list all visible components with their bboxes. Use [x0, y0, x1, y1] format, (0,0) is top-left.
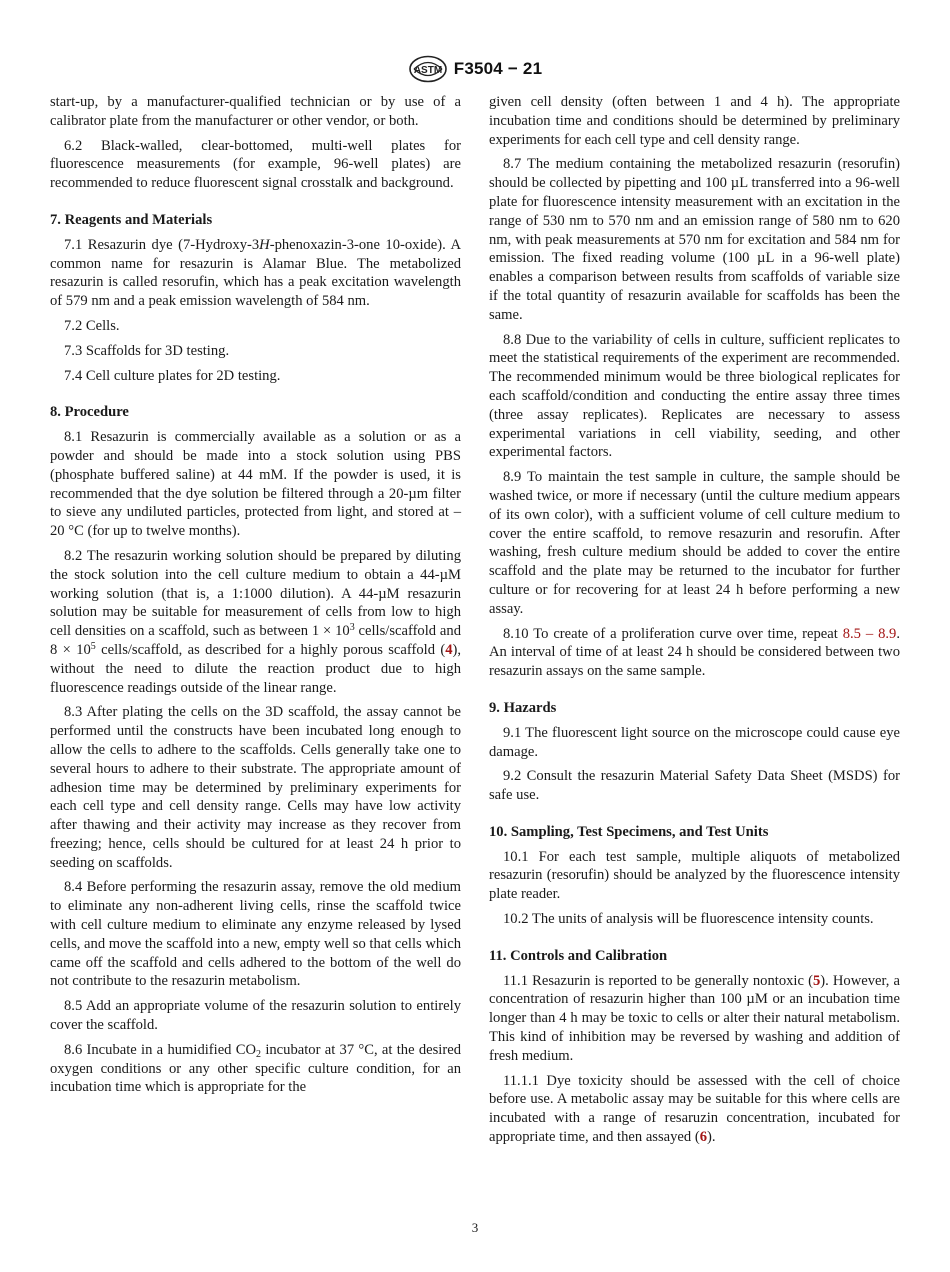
paragraph-10-1: 10.1 For each test sample, multiple aliquots of metabolized resazurin (resorufin) should be analyzed by the fluorescence intensity plate reader. [489, 848, 900, 903]
text-run: . An interval of time of at least 24 h should be considered between two resazurin assays on the same sample. [489, 625, 901, 680]
paragraph-7-2: 7.2 Cells. [64, 317, 120, 334]
astm-logo-icon [408, 55, 448, 83]
svg-text:ASTM: ASTM [413, 65, 442, 76]
reference-link-4[interactable]: 4 [445, 641, 453, 658]
text-run: cells/scaffold, as described for a highly porous scaffold ( [95, 641, 446, 658]
text-run: 8.6 Incubate in a humidified CO [64, 1041, 257, 1058]
text-run: ). [707, 1129, 716, 1146]
paragraph-7-1 [50, 236, 461, 311]
paragraph-7-4: 7.4 Cell culture plates for 2D testing. [64, 367, 281, 384]
section-heading-8: 8. Procedure [50, 404, 129, 421]
text-run: 11.1 Resazurin is reported to be generally nontoxic ( [503, 972, 813, 989]
paragraph-6-2: 6.2 Black-walled, clear-bottomed, multi-well plates for fluorescence measurements (for example, 96-well plates) are recommended to reduce fluorescent signal crosstalk and background. [50, 137, 461, 192]
subscript: 2 [256, 1048, 262, 1060]
reference-link-6[interactable]: 6 [699, 1129, 708, 1146]
text-run: ). However, a concentration of resazurin higher than 100 µM or an incubation time longer than 4 h may be toxic to cells or alter their natural metabolism. This kind of inhibition may be reversed by washing and addition of fresh medium. [489, 972, 900, 1064]
paragraph-startup-continued: start-up, by a manufacturer-qualified technician or by use of a calibrator plate from the manufacturer or other vendor, or both. [50, 94, 461, 129]
paragraph-11-1-1 [489, 1072, 900, 1147]
paragraph-9-2: 9.2 Consult the resazurin Material Safety Data Sheet (MSDS) for safe use. [489, 768, 900, 804]
paragraph-8-8: 8.8 Due to the variability of cells in culture, sufficient replicates to meet the statistical requirements of the experiment are recommended. The recommended minimum would be three biological replicates for each scaffold/condition and conducting the entire assay three times (three assay replicates). Replicates are necessary to assess experimental variations in cell viability, seeding, and other experimental factors. [489, 331, 900, 461]
paragraph-8-10 [489, 625, 900, 681]
paragraph-8-3: 8.3 After plating the cells on the 3D scaffold, the assay cannot be performed until the constructs have been incubated long enough to allow the cells to adhere to the scaffolds. Cells generally take one to several hours to adhere to their substrate. The appropriate amount of adhesion time may be determined by preliminary experiments for each cell type and cell density range. Cells may have low activity after thawing and their activity may increase as they recover from freezing; hence, cells should be cultured for at least 24 h prior to seeding on scaffolds. [50, 704, 461, 871]
document-number: F3504 − 21 [453, 59, 543, 78]
paragraph-10-2: 10.2 The units of analysis will be fluorescence intensity counts. [503, 911, 874, 928]
superscript: 3 [349, 622, 355, 634]
paragraph-9-1: 9.1 The fluorescent light source on the microscope could cause eye damage. [489, 724, 900, 760]
text-run: 8.10 To create of a proliferation curve over time, repeat [503, 625, 843, 642]
paragraph-8-9: 8.9 To maintain the test sample in culture, the sample should be washed twice, or more if necessary (until the culture medium appears of its own color), with a sufficient volume of cell culture medium to cover the entire scaffold, to remove resazurin and resorufin. After washing, fresh culture medium should be added to cover the entire scaffold and the plate may be returned to the incubator for further culture or for recovering for at least 24 h before performing a new assay. [489, 469, 900, 617]
section-heading-10: 10. Sampling, Test Specimens, and Test Units [489, 823, 769, 840]
right-column [489, 93, 900, 1153]
paragraph-8-6 [50, 1041, 461, 1097]
page-header [0, 54, 950, 84]
page-number: 3 [471, 1220, 479, 1235]
section-heading-11: 11. Controls and Calibration [489, 947, 668, 964]
italic-text: H [259, 236, 270, 253]
section-heading-7: 7. Reagents and Materials [50, 211, 213, 228]
text-run: 8.2 The resazurin working solution should be prepared by diluting the stock solution into the cell culture medium to obtain a 44-µM working solution (that is, a 1:1000 dilution). A 44-µM resazurin solution may be suitable for measurement of cells from low to high cell densities on a scaffold, such as between 1 × 10 [50, 547, 461, 640]
paragraph-8-2 [50, 547, 461, 697]
text-run: -phenoxazin-3-one 10-oxide). A common name for resazurin is Alamar Blue. The metabolized resazurin is called resorufin, which has a peak excitation wavelength of 579 nm and a peak emission wavelength of 584 nm. [50, 236, 461, 310]
paragraph-8-5: 8.5 Add an appropriate volume of the resazurin solution to entirely cover the scaffold. [50, 998, 461, 1034]
text-run: cells/scaffold and 8 × 10 [50, 623, 462, 658]
superscript: 5 [90, 640, 96, 652]
section-heading-9: 9. Hazards [489, 699, 557, 716]
text-run: 11.1.1 Dye toxicity should be assessed with the cell of choice before use. A metabolic assay may be suitable for this where cells are incubated with a range of resaruzin concentration, incubated for appropriate time, and then assayed ( [489, 1072, 900, 1146]
paragraph-8-1: 8.1 Resazurin is commercially available as a solution or as a powder and should be made into a stock solution using PBS (phosphate buffered saline) at 44 mM. If the powder is used, it is recommended that the dye solution be filtered through a 20-µm filter to sieve any undiluted particles, protected from light, and stored at –20 °C (for up to twelve months). [50, 429, 461, 540]
paragraph-7-3: 7.3 Scaffolds for 3D testing. [64, 342, 230, 359]
reference-link-5[interactable]: 5 [812, 972, 821, 989]
text-run: 7.1 Resazurin dye (7-Hydroxy-3 [64, 236, 260, 253]
paragraph-8-4: 8.4 Before performing the resazurin assay, remove the old medium to eliminate any non-adherent living cells, rinse the scaffold twice with cell culture medium to eliminate any enzyme released by lysed cells, and move the scaffold into a new, empty well so that cells which came off the scaffold and cells adhered to the bottom of the well do not contribute to the resazurin metabolism. [50, 879, 461, 990]
paragraph-8-7: 8.7 The medium containing the metabolized resazurin (resorufin) should be collected by pipetting and 100 µL transferred into a 96-well plate for fluorescence intensity measurement with an excitation in the range of 530 nm to 570 nm and an emission range of 580 nm to 620 nm, with peak measurements at 570 nm for excitation and 584 nm for emission. The fixed reading volume (100 µL in a 96-well plate) enables a comparison between results from scaffolds of variable size if the total quantity of resazurin available for scaffolds has been the same. [489, 156, 900, 323]
paragraph-8-6-continued: given cell density (often between 1 and 4 h). The appropriate incubation time and conditions should be determined by preliminary experiments for each cell type and cell density range. [489, 94, 900, 148]
left-column [50, 93, 461, 1103]
text-run: incubator at 37 °C, at the desired oxygen conditions or any other specific culture condition, for an incubation time which is appropriate for the [50, 1041, 461, 1096]
reference-link-8-5-8-9[interactable]: 8.5 – 8.9 [842, 625, 897, 642]
paragraph-11-1 [489, 972, 900, 1066]
text-run: ), without the need to dilute the reaction product due to high fluorescence readings outside of the linear range. [50, 641, 461, 696]
